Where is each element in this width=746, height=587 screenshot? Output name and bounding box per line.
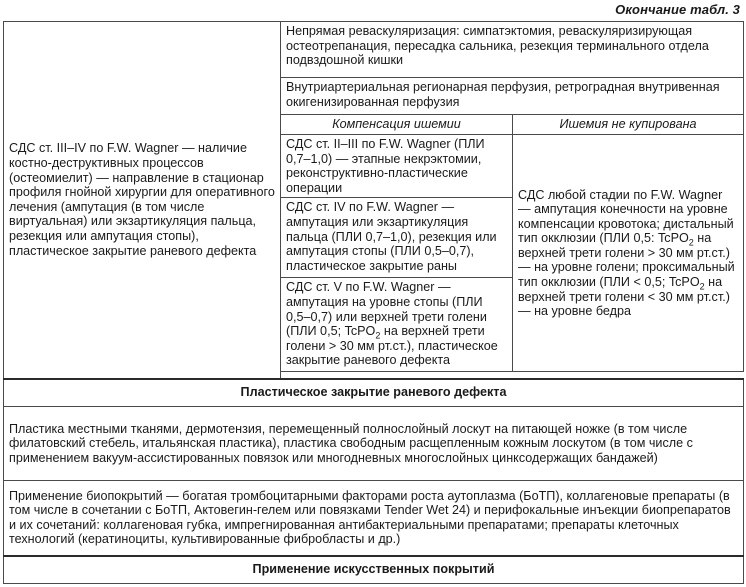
wagner-iii-iv-cell: СДС ст. III–IV по F.W. Wagner — наличие костно-деструктивных процессов (остеомиелит) — направление в стационар профиля гнойной хирургии для оперативного лечения (ампутация (в том числе виртуальная) или экзартикуляция пальца, резекция или ампутация стопы), пластическое закрытие раневого дефекта (4, 22, 281, 379)
wagner-v-cell: СДС ст. V по F.W. Wagner — ампутация на уровне стопы (ПЛИ 0,5–0,7) или верхней трети голени (ПЛИ 0,5; TcPO$_2$ на верхней трети голени > 30 мм рт.ст.), пластическое закрытие раневого дефекта (281, 278, 513, 372)
section-artificial-coverings: Применение искусственных покрытий (4, 556, 744, 584)
table-caption: Окончание табл. 3 (615, 2, 740, 17)
ischemia-amputation-cell: СДС любой стадии по F.W. Wagner — ампутация конечности на уровне компенсации кровотока; дистальный тип окклюзии (ПЛИ 0,5: TcPO$_2$ на верхней трети голени > 30 мм рт.ст.) — на уровне голени; проксимальный тип окклюзии (ПЛИ < 0,5; TcPO$_2$ на верхней трети голени < 30 мм рт.ст.) — на уровне бедра (513, 135, 744, 372)
wagner-iv-cell: СДС ст. IV по F.W. Wagner — ампутация или экзартикуляция пальца (ПЛИ 0,7–1,0), резекция или ампутация стопы (ПЛИ 0,5–0,7), пластическое закрытие раны (281, 198, 513, 278)
treatment-table (3, 21, 744, 584)
header-ischemia-not-relieved: Ишемия не купирована (513, 115, 744, 135)
header-compensated-ischemia: Компенсация ишемии (281, 115, 513, 135)
biocoverings-cell: Применение биопокрытий — богатая тромбоцитарными факторами роста аутоплазма (БоТП), коллагеновые препараты (в том числе в сочетании с БоТП, Актовегин-гелем или повязками Tender Wet 24) и перифокальные инъекции биопрепаратов и их сочетаний: коллагеновая губка, импрегнированная антибактериальными препаратами; препараты клеточных технологий (кератиноциты, культивированные фибробласты и др.) (4, 481, 744, 556)
plastic-methods-cell: Пластика местными тканями, дермотензия, перемещенный полнослойный лоскут на питающей ножке (в том числе филатовский стебель, итальянская пластика), пластика свободным расщепленным кожным лоскутом (в том числе с применением вакуум-ассистированных повязок или многодневных многослойных цинксодержащих бандажей) (4, 407, 744, 481)
intraarterial-perfusion-cell: Внутриартериальная регионарная перфузия, ретроградная внутривенная окигенизированная перфузия (281, 78, 744, 115)
wagner-ii-iii-cell: СДС ст. II–III по F.W. Wagner (ПЛИ 0,7–1,0) — этапные некрэктомии, реконструктивно-пластические операции (281, 135, 513, 198)
indirect-revascularization-cell: Непрямая реваскуляризация: симпатэктомия, реваскуляризирующая остеотрепанация, пересадка сальника, резекция терминального отдела подвздошной кишки (281, 22, 744, 78)
section-plastic-closure: Пластическое закрытие раневого дефекта (4, 379, 744, 407)
